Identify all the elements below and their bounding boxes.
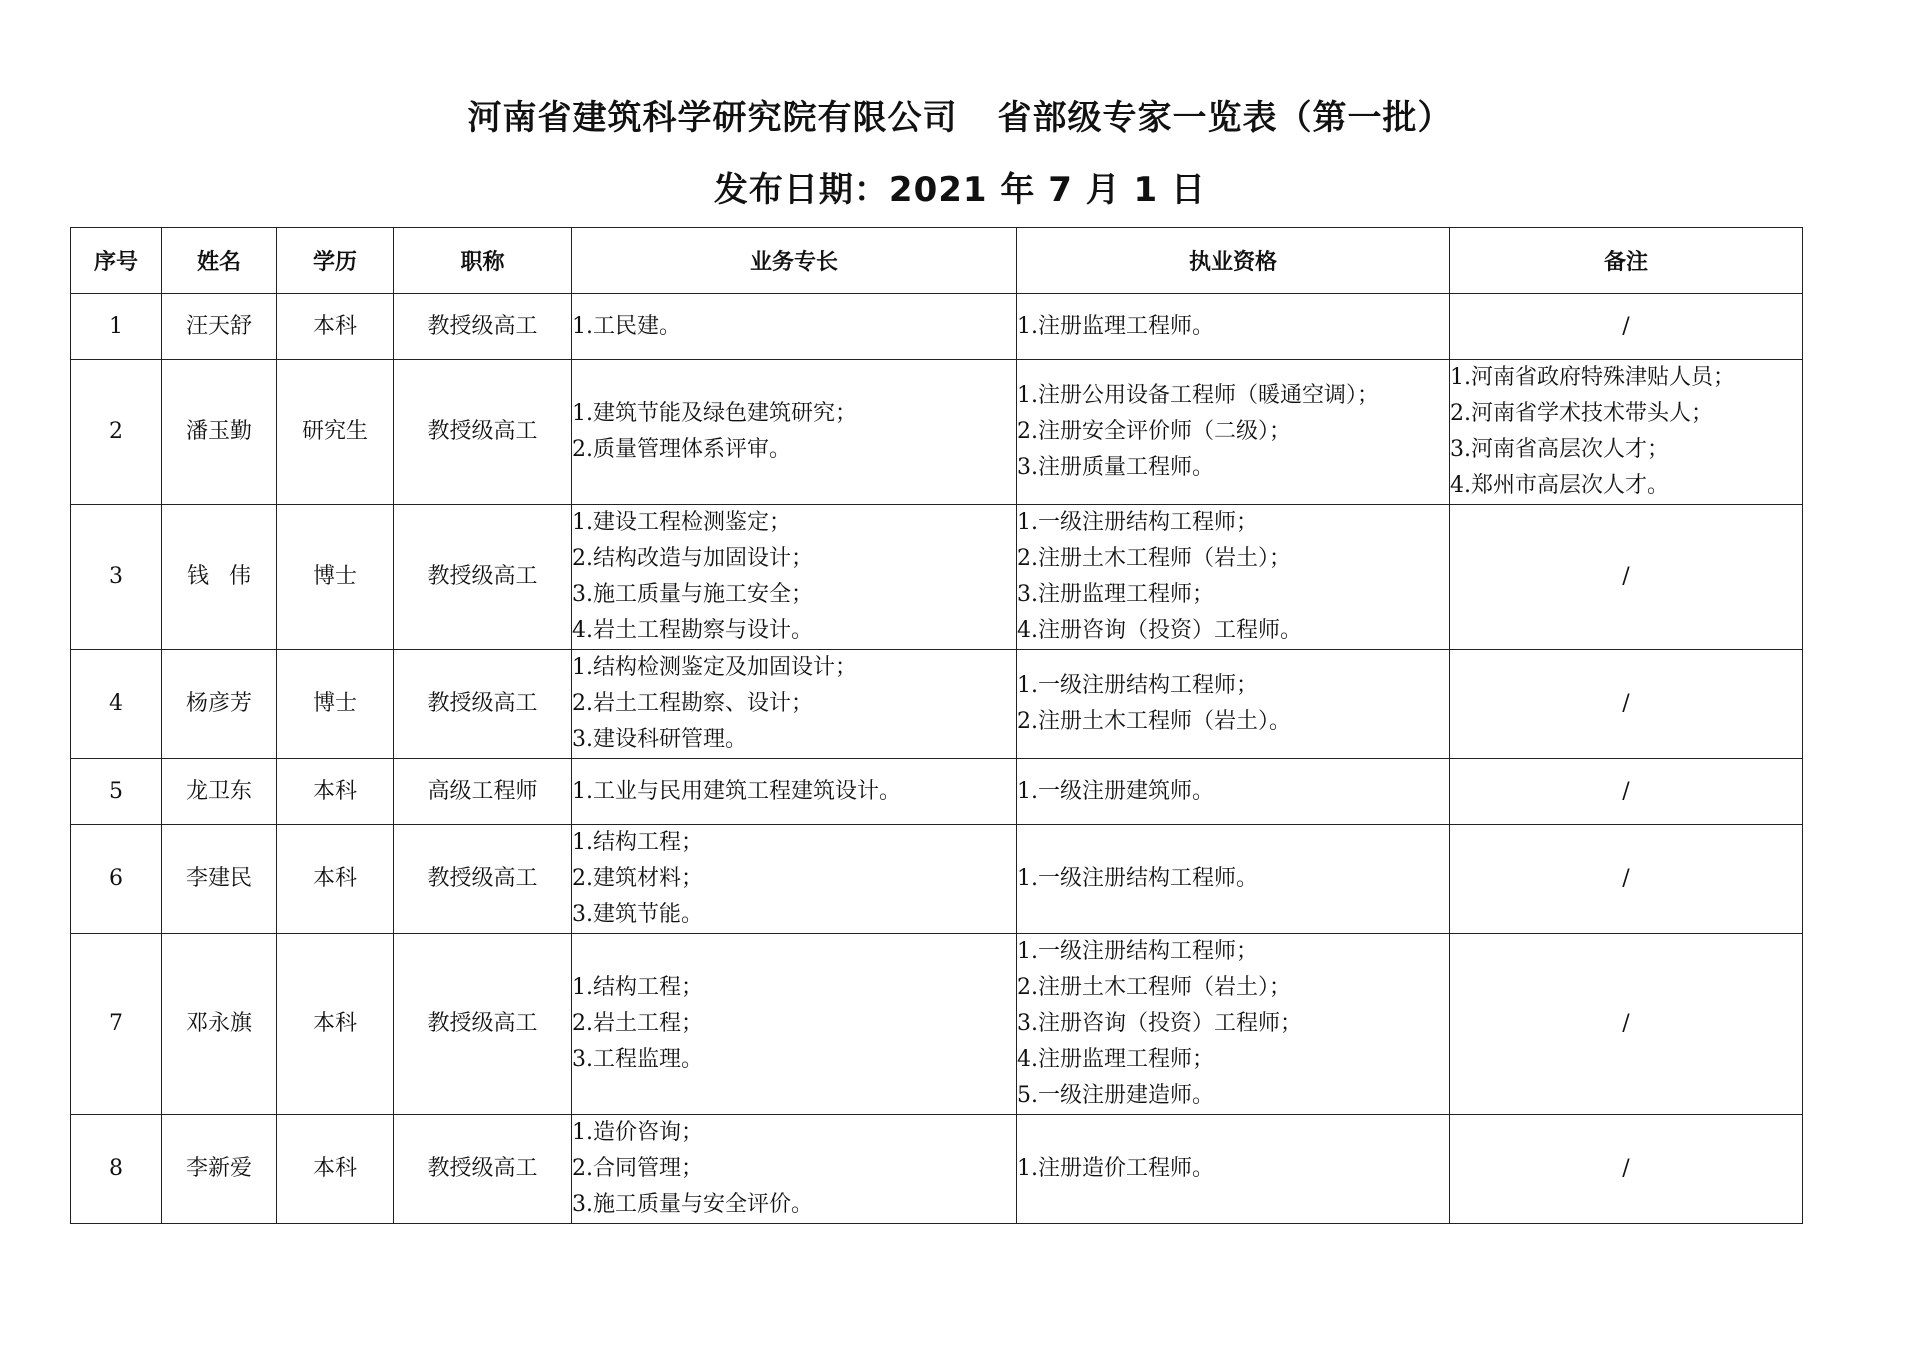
qualification-line: 1.一级注册结构工程师； [1017,939,1258,964]
cell-index: 2 [71,360,162,505]
cell-name: 潘玉勤 [162,360,277,505]
column-header-specialties: 业务专长 [572,228,1017,294]
qualification-line: 1.一级注册结构工程师。 [1017,866,1258,891]
specialty-line: 3.建设科研管理。 [572,727,747,752]
column-header-qualifications: 执业资格 [1017,228,1450,294]
specialty-line: 1.结构检测鉴定及加固设计； [572,655,857,680]
table-subject: 省部级专家一览表（第一批） [997,98,1453,138]
cell-education: 博士 [277,505,394,650]
table-row [71,294,1803,360]
cell-remarks: / [1450,294,1803,360]
specialty-line: 1.建筑节能及绿色建筑研究； [572,401,857,426]
cell-title: 教授级高工 [394,1115,572,1224]
table-row [71,650,1803,759]
cell-education: 本科 [277,294,394,360]
document-title [0,98,1920,138]
column-header-name: 姓名 [162,228,277,294]
column-header-title: 职称 [394,228,572,294]
qualification-line: 3.注册质量工程师。 [1017,455,1214,480]
specialty-line: 3.施工质量与施工安全； [572,582,813,607]
cell-name: 李新爱 [162,1115,277,1224]
cell-title: 高级工程师 [394,759,572,825]
cell-education: 博士 [277,650,394,759]
cell-name: 邓永旗 [162,934,277,1115]
remark-line: 4.郑州市高层次人才。 [1450,473,1669,498]
cell-title: 教授级高工 [394,360,572,505]
cell-remarks: / [1450,650,1803,759]
table-row [71,934,1803,1115]
qualification-line: 1.注册公用设备工程师（暖通空调）； [1017,383,1379,408]
cell-index: 4 [71,650,162,759]
cell-remarks: / [1450,505,1803,650]
qualification-line: 2.注册土木工程师（岩土）； [1017,546,1291,571]
qualification-line: 4.注册咨询（投资）工程师。 [1017,618,1302,643]
qualification-line: 1.一级注册建筑师。 [1017,778,1214,804]
cell-index: 8 [71,1115,162,1224]
qualification-line: 4.注册监理工程师； [1017,1047,1214,1072]
cell-qualifications [1017,759,1450,825]
cell-qualifications [1017,294,1450,360]
remark-line: 3.河南省高层次人才； [1450,437,1669,462]
company-name: 河南省建筑科学研究院有限公司 [467,98,958,138]
cell-name: 李建民 [162,825,277,934]
specialty-line: 2.建筑材料； [572,866,703,891]
qualification-line: 3.注册咨询（投资）工程师； [1017,1011,1302,1036]
specialty-line: 2.质量管理体系评审。 [572,437,791,462]
qualification-line: 1.一级注册结构工程师； [1017,673,1258,698]
specialty-line: 2.合同管理； [572,1156,703,1181]
cell-qualifications [1017,1115,1450,1224]
remark-line: 1.河南省政府特殊津贴人员； [1450,365,1735,390]
experts-table [70,227,1803,1224]
qualification-line: 1.注册造价工程师。 [1017,1156,1214,1181]
name-text: 钱伟 [186,564,271,589]
cell-name: 汪天舒 [162,294,277,360]
publish-date: 发布日期：2021 年 7 月 1 日 [713,170,1207,210]
cell-title: 教授级高工 [394,650,572,759]
cell-remarks: / [1450,759,1803,825]
cell-name: 龙卫东 [162,759,277,825]
cell-title: 教授级高工 [394,294,572,360]
table-row [71,759,1803,825]
specialty-line: 1.结构工程； [572,975,703,1000]
qualification-line: 5.一级注册建造师。 [1017,1083,1214,1108]
cell-remarks: / [1450,1115,1803,1224]
specialty-line: 3.工程监理。 [572,1047,703,1072]
cell-education: 研究生 [277,360,394,505]
table-row [71,505,1803,650]
qualification-line: 3.注册监理工程师； [1017,582,1214,607]
table-row [71,825,1803,934]
specialty-line: 1.工民建。 [572,313,681,339]
cell-title: 教授级高工 [394,825,572,934]
cell-specialties [572,360,1017,505]
cell-remarks: / [1450,825,1803,934]
cell-title: 教授级高工 [394,505,572,650]
specialty-line: 1.结构工程； [572,830,703,855]
cell-specialties [572,1115,1017,1224]
cell-specialties [572,825,1017,934]
specialty-line: 2.岩土工程； [572,1011,703,1036]
cell-name: 杨彦芳 [162,650,277,759]
cell-qualifications [1017,505,1450,650]
column-header-remarks: 备注 [1450,228,1803,294]
cell-specialties [572,505,1017,650]
cell-specialties [572,934,1017,1115]
specialty-line: 4.岩土工程勘察与设计。 [572,618,813,643]
specialty-line: 2.结构改造与加固设计； [572,546,813,571]
cell-education: 本科 [277,825,394,934]
cell-education: 本科 [277,934,394,1115]
cell-title: 教授级高工 [394,934,572,1115]
specialty-line: 1.造价咨询； [572,1120,703,1145]
table-row [71,1115,1803,1224]
cell-remarks [1450,360,1803,505]
qualification-line: 2.注册土木工程师（岩土）； [1017,975,1291,1000]
cell-specialties [572,294,1017,360]
cell-index: 7 [71,934,162,1115]
header-row [71,228,1803,294]
specialty-line: 3.施工质量与安全评价。 [572,1192,813,1217]
cell-index: 6 [71,825,162,934]
cell-remarks: / [1450,934,1803,1115]
specialty-line: 1.建设工程检测鉴定； [572,510,791,535]
cell-qualifications [1017,934,1450,1115]
cell-education: 本科 [277,1115,394,1224]
cell-specialties [572,650,1017,759]
cell-education: 本科 [277,759,394,825]
cell-name [162,505,277,650]
qualification-line: 2.注册安全评价师（二级）； [1017,419,1291,444]
cell-index: 1 [71,294,162,360]
cell-qualifications [1017,825,1450,934]
column-header-index: 序号 [71,228,162,294]
qualification-line: 1.注册监理工程师。 [1017,313,1214,339]
specialty-line: 2.岩土工程勘察、设计； [572,691,813,716]
specialty-line: 3.建筑节能。 [572,902,703,927]
remark-line: 2.河南省学术技术带头人； [1450,401,1713,426]
specialty-line: 1.工业与民用建筑工程建筑设计。 [572,778,901,804]
cell-qualifications [1017,360,1450,505]
cell-specialties [572,759,1017,825]
table-row [71,360,1803,505]
cell-qualifications [1017,650,1450,759]
qualification-line: 2.注册土木工程师（岩土）。 [1017,709,1291,734]
qualification-line: 1.一级注册结构工程师； [1017,510,1258,535]
cell-index: 3 [71,505,162,650]
column-header-education: 学历 [277,228,394,294]
cell-index: 5 [71,759,162,825]
